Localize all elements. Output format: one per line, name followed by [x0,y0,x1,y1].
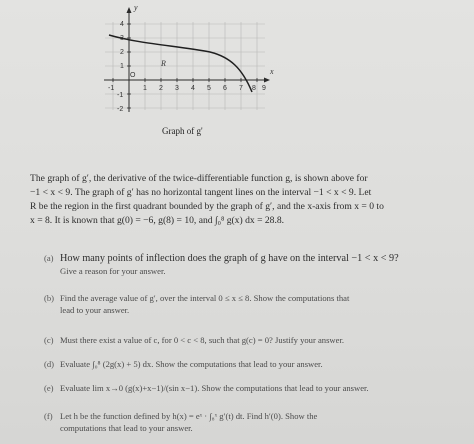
x-tick-label: 4 [191,85,195,92]
x-axis-arrow [264,78,270,83]
x-tick-label: 1 [143,85,147,92]
y-tick-label: 4 [120,21,124,28]
question-text-cont: computations that lead to your answer. [60,423,193,433]
question-e [44,382,454,394]
y-tick-label: -1 [117,92,124,99]
graph-caption: Graph of g' [162,126,203,136]
question-label: (a) [44,253,54,263]
x-tick-label: O [130,72,136,79]
y-tick-label: 3 [120,35,124,42]
question-text: Find the average value of g′, over the interval 0 ≤ x ≤ 8. Show the computations that [60,293,350,303]
question-text: Must there exist a value of c, for 0 < c < 8, such that g(c) = 0? Justify your answer. [60,335,344,345]
question-text: How many points of inflection does the graph of g have on the interval −1 < x < 9? [60,253,399,264]
question-text: Let h be the function defined by h(x) = eˣ · ∫₈ˣ g′(t) dt. Find h′(0). Show the [60,411,318,421]
x-tick-label: 9 [262,85,266,92]
y-tick-label: -2 [117,106,124,113]
intro-line: R be the region in the first quadrant bounded by the graph of g′, and the x-axis from x = 0 to [30,201,384,212]
question-label: (b) [44,293,55,303]
x-tick-label: 2 [159,85,163,92]
x-tick-label: 5 [207,85,211,92]
question-c [44,334,454,346]
g-prime-curve [109,35,252,92]
x-tick-label: -1 [108,85,115,92]
y-tick-labels [117,21,124,113]
question-text: Evaluate ∫₀⁸ (2g(x) + 5) dx. Show the computations that lead to your answer. [60,359,323,369]
question-text: Evaluate lim x→0 (g(x)+x−1)/(sin x−1). Show the computations that lead to your answer. [60,383,369,393]
x-tick-label: 3 [175,85,179,92]
x-axis-label: x [270,67,274,76]
x-tick-label: 6 [223,85,227,92]
question-d [44,358,454,370]
question-label: (e) [44,383,54,393]
intro-line: x = 8. It is known that g(0) = −6, g(8) = 10, and ∫₀⁸ g(x) dx = 28.8. [30,215,285,226]
question-label: (d) [44,359,55,369]
x-tick-label: 8 [252,85,256,92]
question-b [44,292,454,316]
question-text-cont: Give a reason for your answer. [60,266,166,276]
intro-line: −1 < x < 9. The graph of g′ has no horizontal tangent lines on the interval −1 < x < 9. Let [30,187,372,198]
y-axis-arrow [127,7,132,13]
x-tick-label: 7 [239,85,243,92]
y-tick-label: 1 [120,63,124,70]
question-text-cont: lead to your answer. [60,305,130,315]
question-label: (c) [44,335,54,345]
y-axis-label: y [134,3,138,12]
intro-line: The graph of g′, the derivative of the twice-differentiable function g, is shown above for [30,173,368,184]
question-f [44,410,454,434]
region-r-label: R [161,59,166,68]
y-tick-label: 2 [120,49,124,56]
question-label: (f) [44,411,53,421]
problem-intro [30,172,450,228]
question-a [44,252,454,277]
